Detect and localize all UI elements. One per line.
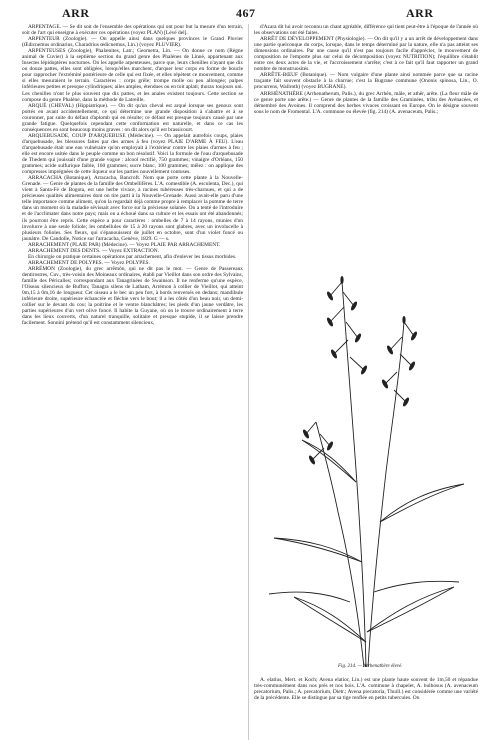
entry-chirurgie: En chirurgie on pratique certaines opérations par arrachement, afin d'enlever les tissus morbides. [28,253,237,260]
right-column-top [254,24,478,256]
page-number: 467 [236,6,256,20]
entry-continuation: d'Azara dit lui avoir reconnu un chant agréable, différence qui tient peut-être à l'époque de l'année où les observations ont été faites. [254,24,478,37]
entry-arret-developpement: ARRÊT DE DÉVELOPPEMENT (Physiologie). — On dit qu'il y a un arrêt de développement dans une partie quelconque du corps, lorsque, dans le temps déterminé par la nature, elle n'a pas atteint ses dimensions ordinaires. Par une cause qu'il n'est pas toujours facile d'apprécier, le mouvement de composition ne l'emporte plus sur celui de décomposition (voyez NUTRITION); l'équilibre s'établit entre ces deux actes de la vie, et l'accroissement s'arrête; c'est à ce fait qu'il faut rapporter un grand nombre de monstruosités. [254,36,478,73]
entry-arrhenathere-cont: A. elatius, Mert. et Koch; Avena elatior, Lin.) est une plante haute souvent de 1m,50 et répandue très-communément dans nos prés et nos bois. L'A. commune à chapelet, A. bulbosus (A. avenaceum precatorium, Palis.; A. precatorium, Dietr.; Avena precatoria, Thuill.) est considérée comme une variété de la précédente. Elle se distingue par sa tige renflée en petits tubercules. On [254,677,478,702]
entry-arrhenathere: ARRHÉNATHÈRE (Arrhenatherum, Palis.), du grec Arrhên, mâle, et athêr, arête. (La fleur mâle de ce genre porte une arête.) — Genre de plantes de la famille des Graminées, tribu des Avénacées, et démembré des Avoines. Il comprend des herbes vivaces croissant en Europe. On le désigne souvent sous le nom de Fromental. L'A. commune ou élevée (fig. 214) (A. avenaceum, Palis.; [254,90,478,115]
entry-arrachement-dents: ARRACHEMENT DES DENTS. — Voyez EXTRACTION. [28,247,160,254]
entry-arrachement: ARRACHEMENT (PLAIE PAR) (Médecine). — Voyez PLAIE PAR ARRACHEMENT. [28,241,221,248]
entry-arrete-boeuf: ARRÊTE-BŒUF (Botanique). — Nom vulgaire d'une plante ainsi nommée parce que sa racine traçante fait souvent obstacle à la charrue; c'est la Bugrane commune (Ononis spinosa, Lin., O. procurrens, Wallroth) (voyez BUGRANE). [254,72,478,91]
running-head-left: ARR [62,6,90,20]
page-header [22,6,482,22]
column-divider [248,24,249,740]
running-head-right: ARR [406,6,434,20]
entry-arpenteuses: ARPENTEUSES (Zoologie), Phalænites, Latr.; Geometra, Lin. — On donne ce nom (Règne animal de Cuvier) à la septième section du grand genre des Phalènes de Linné, appartenant aux Insectes lépidoptères nocturnes. On les appelle arpenteuses, parce que, leurs chenilles n'ayant que dix ou douze pattes, elles sont obligées, lorsqu'elles marchent, d'arquer leur corps en forme de boucle pour rapprocher l'extrémité postérieure de celle qui est fixée, et elles répètent ce mouvement, comme si elles mesuraient le terrain. Caractères : corps grêle; trompe molle ou peu allongée; palpes inférieures petites et presque cylindriques; ailes amples, étendues ou en toit aplati; thorax toujours uni. Les chenilles n'ont le plus souvent que dix pattes, et les anales existent toujours. Cette section se compose du genre Phalène, dans la méthode de Latreille. [22,48,243,103]
left-column [22,24,243,740]
entry-arque: ARQUÉ (CHEVAL) (Hippiatrique). — On dit qu'un cheval est arqué lorsque ses genoux sont portés en avant accidentellement, ce qui détermine une grande disposition à s'abattre et à se couronner, par suite du défaut d'aplomb qui en résulte; ce défaut est presque toujours causé par une grande fatigue. Quelquefois cependant cette conformation est naturelle, et dans ce cas les conséquences en sont beaucoup moins graves : on dit alors qu'il est brassicourt. [22,102,243,133]
figure-caption: Fig. 214. — Arrhenathère élevé. [338,664,403,669]
entry-arrachement-polypes: ARRACHEMENT DE POLYPES. — Voyez POLYPES. [28,259,150,266]
entry-arracacha: ARRACACHA (Botanique), Arracacha, Bancroft. Nom que porte cette plante à la Nouvelle-Grenade. — Genre de plantes de la famille des Ombellifères. L'A. comestible (A. esculenta, Dec.), qui vient à Santa-Fé de Bogota, est une herbe vivace, à racines tubéreuses très-charnues, et qui a de précieuses qualités alimentaires dont on tire parti à la Nouvelle-Grenade. Aussi avait-elle paru d'une telle importance comme aliment, qu'on la regardait déjà comme propre à remplacer la pomme de terre dans un moment où la maladie sévissait avec force sur la précieuse solanée. On a tenté de l'introduire et de l'acclimater dans notre pays; mais on a échoué dans sa culture et les essais ont été abandonnés; ils pourront être repris. Cette espèce a pour caractères : ombelles de 7 à 14 rayons, munies d'un involucre à une seule foliole; les ombellules de 15 à 20 rayons sont glabres, avec un involucelle à plusieurs folioles. Ses fleurs, qui s'épanouissent de juillet en octobre, sont d'un violet foncé ou jaunâtre. De Candolle, Notice sur l'arracacha, Genève, 1829. G — s. [22,175,244,242]
right-column-bottom [254,677,478,741]
entry-arremon: ARRÉMON (Zoologie), du grec arrêmôn, qui ne dit pas le mot. — Genre de Passereaux dentirostres, Cuv., très-voisin des Moineaux ordinaires, établi par Vieillot dans son ordre des Sylvains, famille des Péricalles; correspondant aux Tanagrinées de Swainson. Il ne renferme qu'une espèce, l'Oiseau silencieux de Buffon; Tanagra silens de Latham, Arrémon à collier de Vieillot, qui atteint 0m,15 à 0m,16 de longueur. Cet oiseau a le bec un peu fort, à bords renversés en dedans; mandibule inférieure droite, supérieure échancrée et fléchie vers le bout; il a les côtés d'un beau noir, un demi-collier sur le devant du cou; la poitrine et le ventre blanchâtres; les pieds d'un jaune verdâtre, les parties supérieures d'un vert olive foncé. Il habite la Guyane, où on le trouve ordinairement à terre dans les lieux couverts, d'un naturel tranquille, solitaire et presque stupide, il se laisse prendre facilement. Sonnini prétend qu'il est constamment silencieux, [22,265,243,327]
entry-arpentage: ARPENTAGE. — Se dit soit de l'ensemble des opérations qui ont pour but la mesure d'un terrain, soit de l'art qui enseigne à exécuter ces opérations (voyez PLAN) [Lévé del]. [22,24,243,37]
grass-illustration [254,262,478,674]
entry-arquebusade: ARQUEBUSADE, COUP D'ARQUEBUSE (Médecine). — On appelait autrefois coups, plaies d'arquebusade, les blessures faites par des armes à feu (voyez PLAIE D'ARME À FEU). L'eau d'arquebusade était une eau vulnéraire qu'on employait à l'extérieur contre les plaies d'armes à feu ; elle est encore usitée dans le peuple comme un bon résolutif. Voici la formule de l'eau d'arquebusade de Thedem qui jouissait d'une grande vogue : alcool rectifié, 750 grammes; vinaigre d'Orléans, 150 grammes; acide sulfurique faible, 160 grammes; sucre blanc, 100 grammes; mêlez : on applique des compresses imprégnées de cette liqueur sur les parties nouvellement contuses. [22,132,243,176]
entry-arpenteur: ARPENTEUR (Zoologie). — On appelle ainsi dans quelques provinces le Grand Pluvier (Œdicnemus ordinarius, Charadrius œdicnemus, Lin.) (voyez PLUVIER). [22,36,243,49]
